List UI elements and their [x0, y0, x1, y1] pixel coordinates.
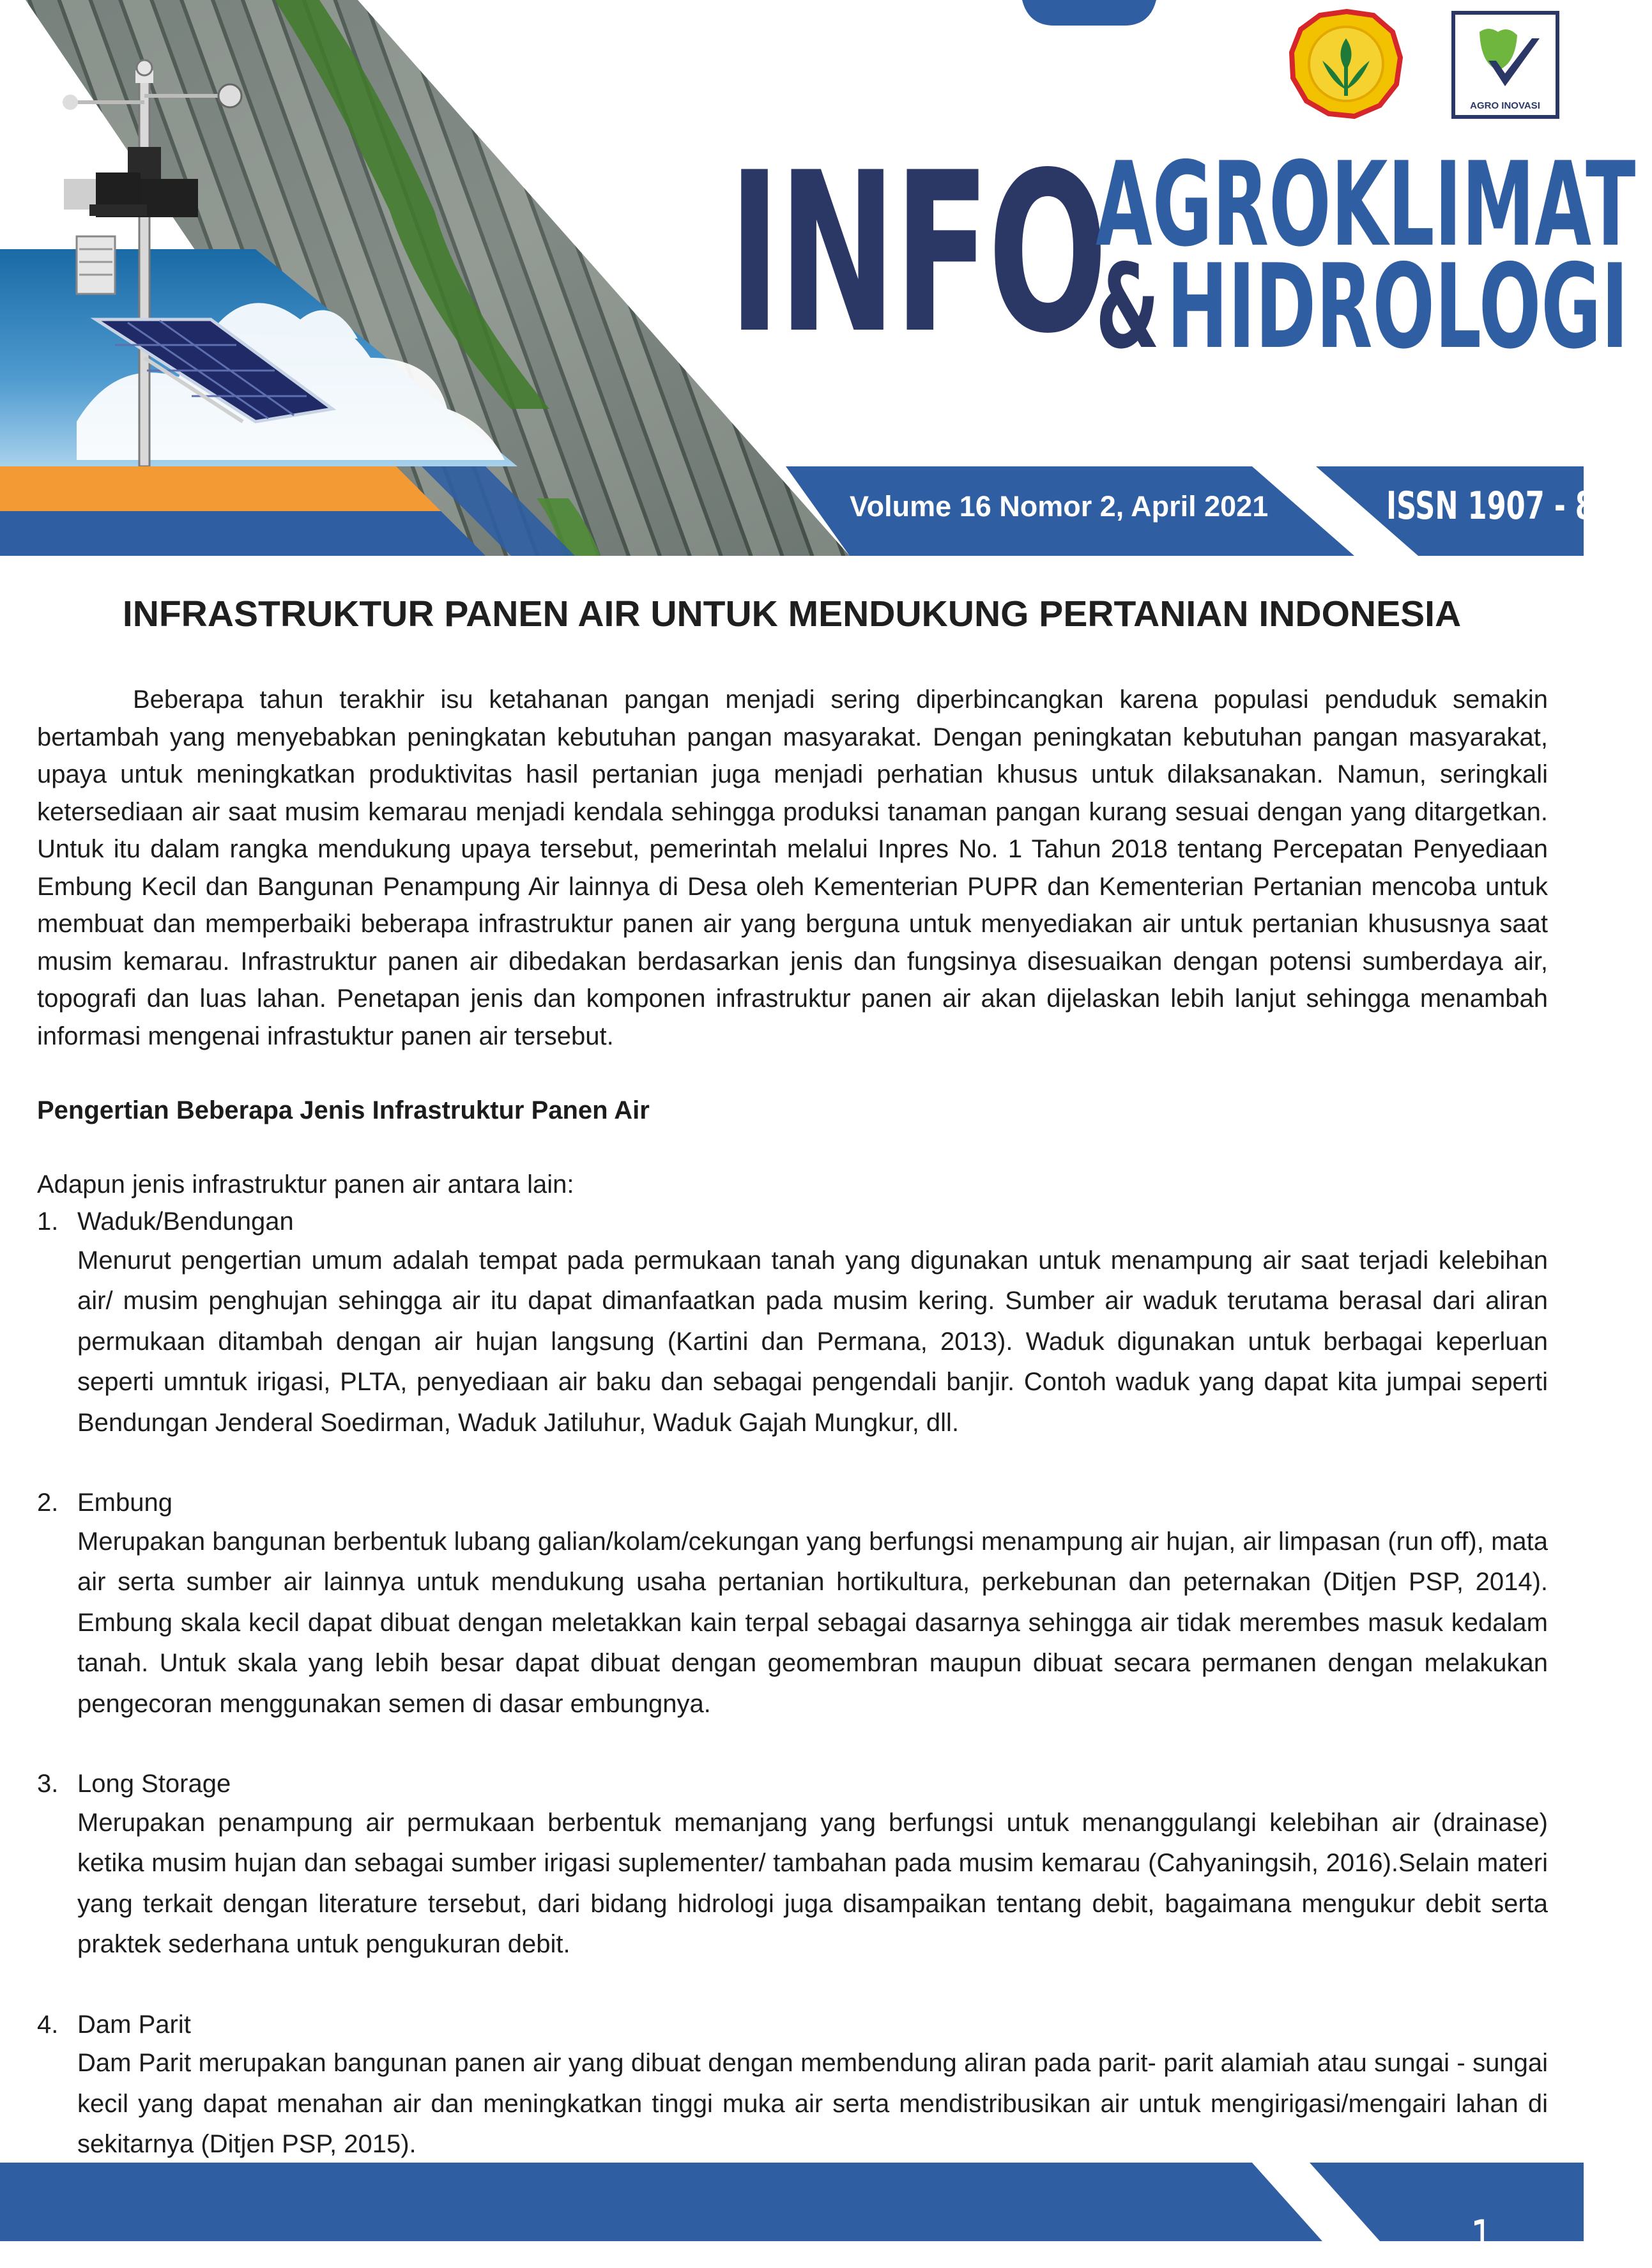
page-number: 1 — [1471, 2211, 1493, 2268]
list-item-title — [37, 1203, 1548, 1241]
kementan-emblem-icon — [1292, 11, 1400, 116]
list-item-title-text: Long Storage — [77, 1770, 231, 1798]
masthead-ampersand: & — [1096, 239, 1159, 374]
list-item-title-text: Waduk/Bendungan — [77, 1207, 294, 1236]
list-item-body: Merupakan bangunan berbentuk lubang galian/kolam/cekungan yang berfungsi menampung air hujan, air limpasan (run off), mata air serta sumber air lainnya untuk mendukung usaha pertanian hortikultura, perkebunan dan peternakan (Ditjen PSP, 2014). Embung skala kecil dapat dibuat dengan meletakkan kain terpal sebagai dasarnya sehingga air tidak merembes masuk kedalam tanah. Untuk skala yang lebih besar dapat dibuat dengan geomembran maupun dibuat secara permanen dengan melakukan pengecoran menggunakan semen di dasar embungnya. — [77, 1527, 1548, 1718]
list-item-body: Dam Parit merupakan bangunan panen air yang dibuat dengan membendung aliran pada parit- parit alamiah atau sungai - sungai kecil yang dapat menahan air dan meningkatkan tinggi muka air serta mendistribusikan air untuk mengirigasi/mengairi lahan di sekitarnya (Ditjen PSP, 2015). — [77, 2049, 1548, 2158]
article-body — [37, 681, 1548, 2165]
masthead-subtitle — [1096, 137, 1636, 374]
footer-band — [0, 2163, 1584, 2241]
list-item-title — [37, 1484, 1548, 1522]
list-item-number: 2. — [37, 1489, 59, 1517]
masthead-line-agroklimat: AGROKLIMAT — [1096, 137, 1636, 272]
section-heading: Pengertian Beberapa Jenis Infrastruktur Panen Air — [37, 1096, 650, 1124]
list-item — [37, 1484, 1548, 1724]
list-item-title-text: Dam Parit — [77, 2010, 191, 2039]
svg-text:AGRO INOVASI: AGRO INOVASI — [1470, 100, 1540, 111]
footer-artwork — [0, 2163, 1584, 2241]
list-item-number: 3. — [37, 1770, 59, 1798]
list-item-body: Merupakan penampung air permukaan berbentuk memanjang yang berfungsi untuk menanggulangi kelebihan air (drainase) ketika musim hujan dan sebagai sumber irigasi suplementer/ tambahan pada musim kemarau (Cahyaningsih, 2016).Selain materi yang terkait dengan literature tersebut, dari bidang hidrologi juga disampaikan tentang debit, bagaimana mengukur debit serta praktek sederhana untuk pengukuran debit. — [77, 1808, 1548, 1958]
list-item-title — [37, 2006, 1548, 2044]
intro-paragraph: Beberapa tahun terakhir isu ketahanan pangan menjadi sering diperbincangkan karena populasi penduduk semakin bertambah yang menyebabkan peningkatan kebutuhan pangan masyarakat. Dengan peningkatan kebutuhan pangan masyarakat, upaya untuk meningkatkan produktivitas hasil pertanian juga menjadi perhatian khusus untuk dilaksanakan. Namun, seringkali ketersediaan air saat musim kemarau menjadi kendala sehingga produksi tanaman pangan kurang sesuai dengan yang ditargetkan. Untuk itu dalam rangka mendukung upaya tersebut, pemerintah melalui Inpres No. 1 Tahun 2018 tentang Percepatan Penyediaan Embung Kecil dan Bangunan Penampung Air lainnya di Desa oleh Kementerian PUPR dan Kementerian Pertanian mencoba untuk membuat dan memperbaiki beberapa infrastruktur panen air yang berguna untuk menyediakan air untuk pertanian khususnya saat musim kemarau. Infrastruktur panen air dibedakan berdasarkan jenis dan fungsinya disesuaikan dengan potensi sumberdaya air, topografi dan luas lahan. Penetapan jenis dan komponen infrastruktur panen air akan dijelaskan lebih lanjut sehingga menambah informasi mengenai infrastuktur panen air tersebut. — [37, 686, 1548, 1050]
list-item-number: 1. — [37, 1207, 59, 1236]
list-intro: Adapun jenis infrastruktur panen air antara lain: — [37, 1170, 574, 1199]
volume-label: Volume 16 Nomor 2, April 2021 — [850, 490, 1269, 523]
list-item-body: Menurut pengertian umum adalah tempat pada permukaan tanah yang digunakan untuk menampung air saat terjadi kelebihan air/ musim penghujan sehingga air itu dapat dimanfaatkan pada musim kering. Sumber air waduk terutama berasal dari aliran permukaan ditambah dengan air hujan langsung (Kartini dan Permana, 2013). Waduk digunakan untuk berbagai keperluan seperti umntuk irigasi, PLTA, penyediaan air baku dan sebagai pengendali banjir. Contoh waduk yang dapat kita jumpai seperti Bendungan Jenderal Soedirman, Waduk Jatiluhur, Waduk Gajah Mungkur, dll. — [77, 1246, 1548, 1437]
masthead-line-hidrologi — [1096, 239, 1635, 374]
list-item-title-text: Embung — [77, 1489, 172, 1517]
list-item-title — [37, 1765, 1548, 1803]
masthead — [0, 0, 1652, 556]
issn-label: ISSN 1907 - 8773 — [1386, 484, 1652, 528]
agro-inovasi-logo-icon — [1453, 13, 1557, 117]
article-title: INFRASTRUKTUR PANEN AIR UNTUK MENDUKUNG PERTANIAN INDONESIA — [122, 594, 1462, 634]
list-item — [37, 2006, 1548, 2165]
masthead-info: INFO — [728, 126, 1106, 382]
list-item-number: 4. — [37, 2010, 59, 2039]
list-item — [37, 1203, 1548, 1443]
list-item — [37, 1765, 1548, 1965]
masthead-hidrologi: HIDROLOGI — [1166, 239, 1629, 374]
